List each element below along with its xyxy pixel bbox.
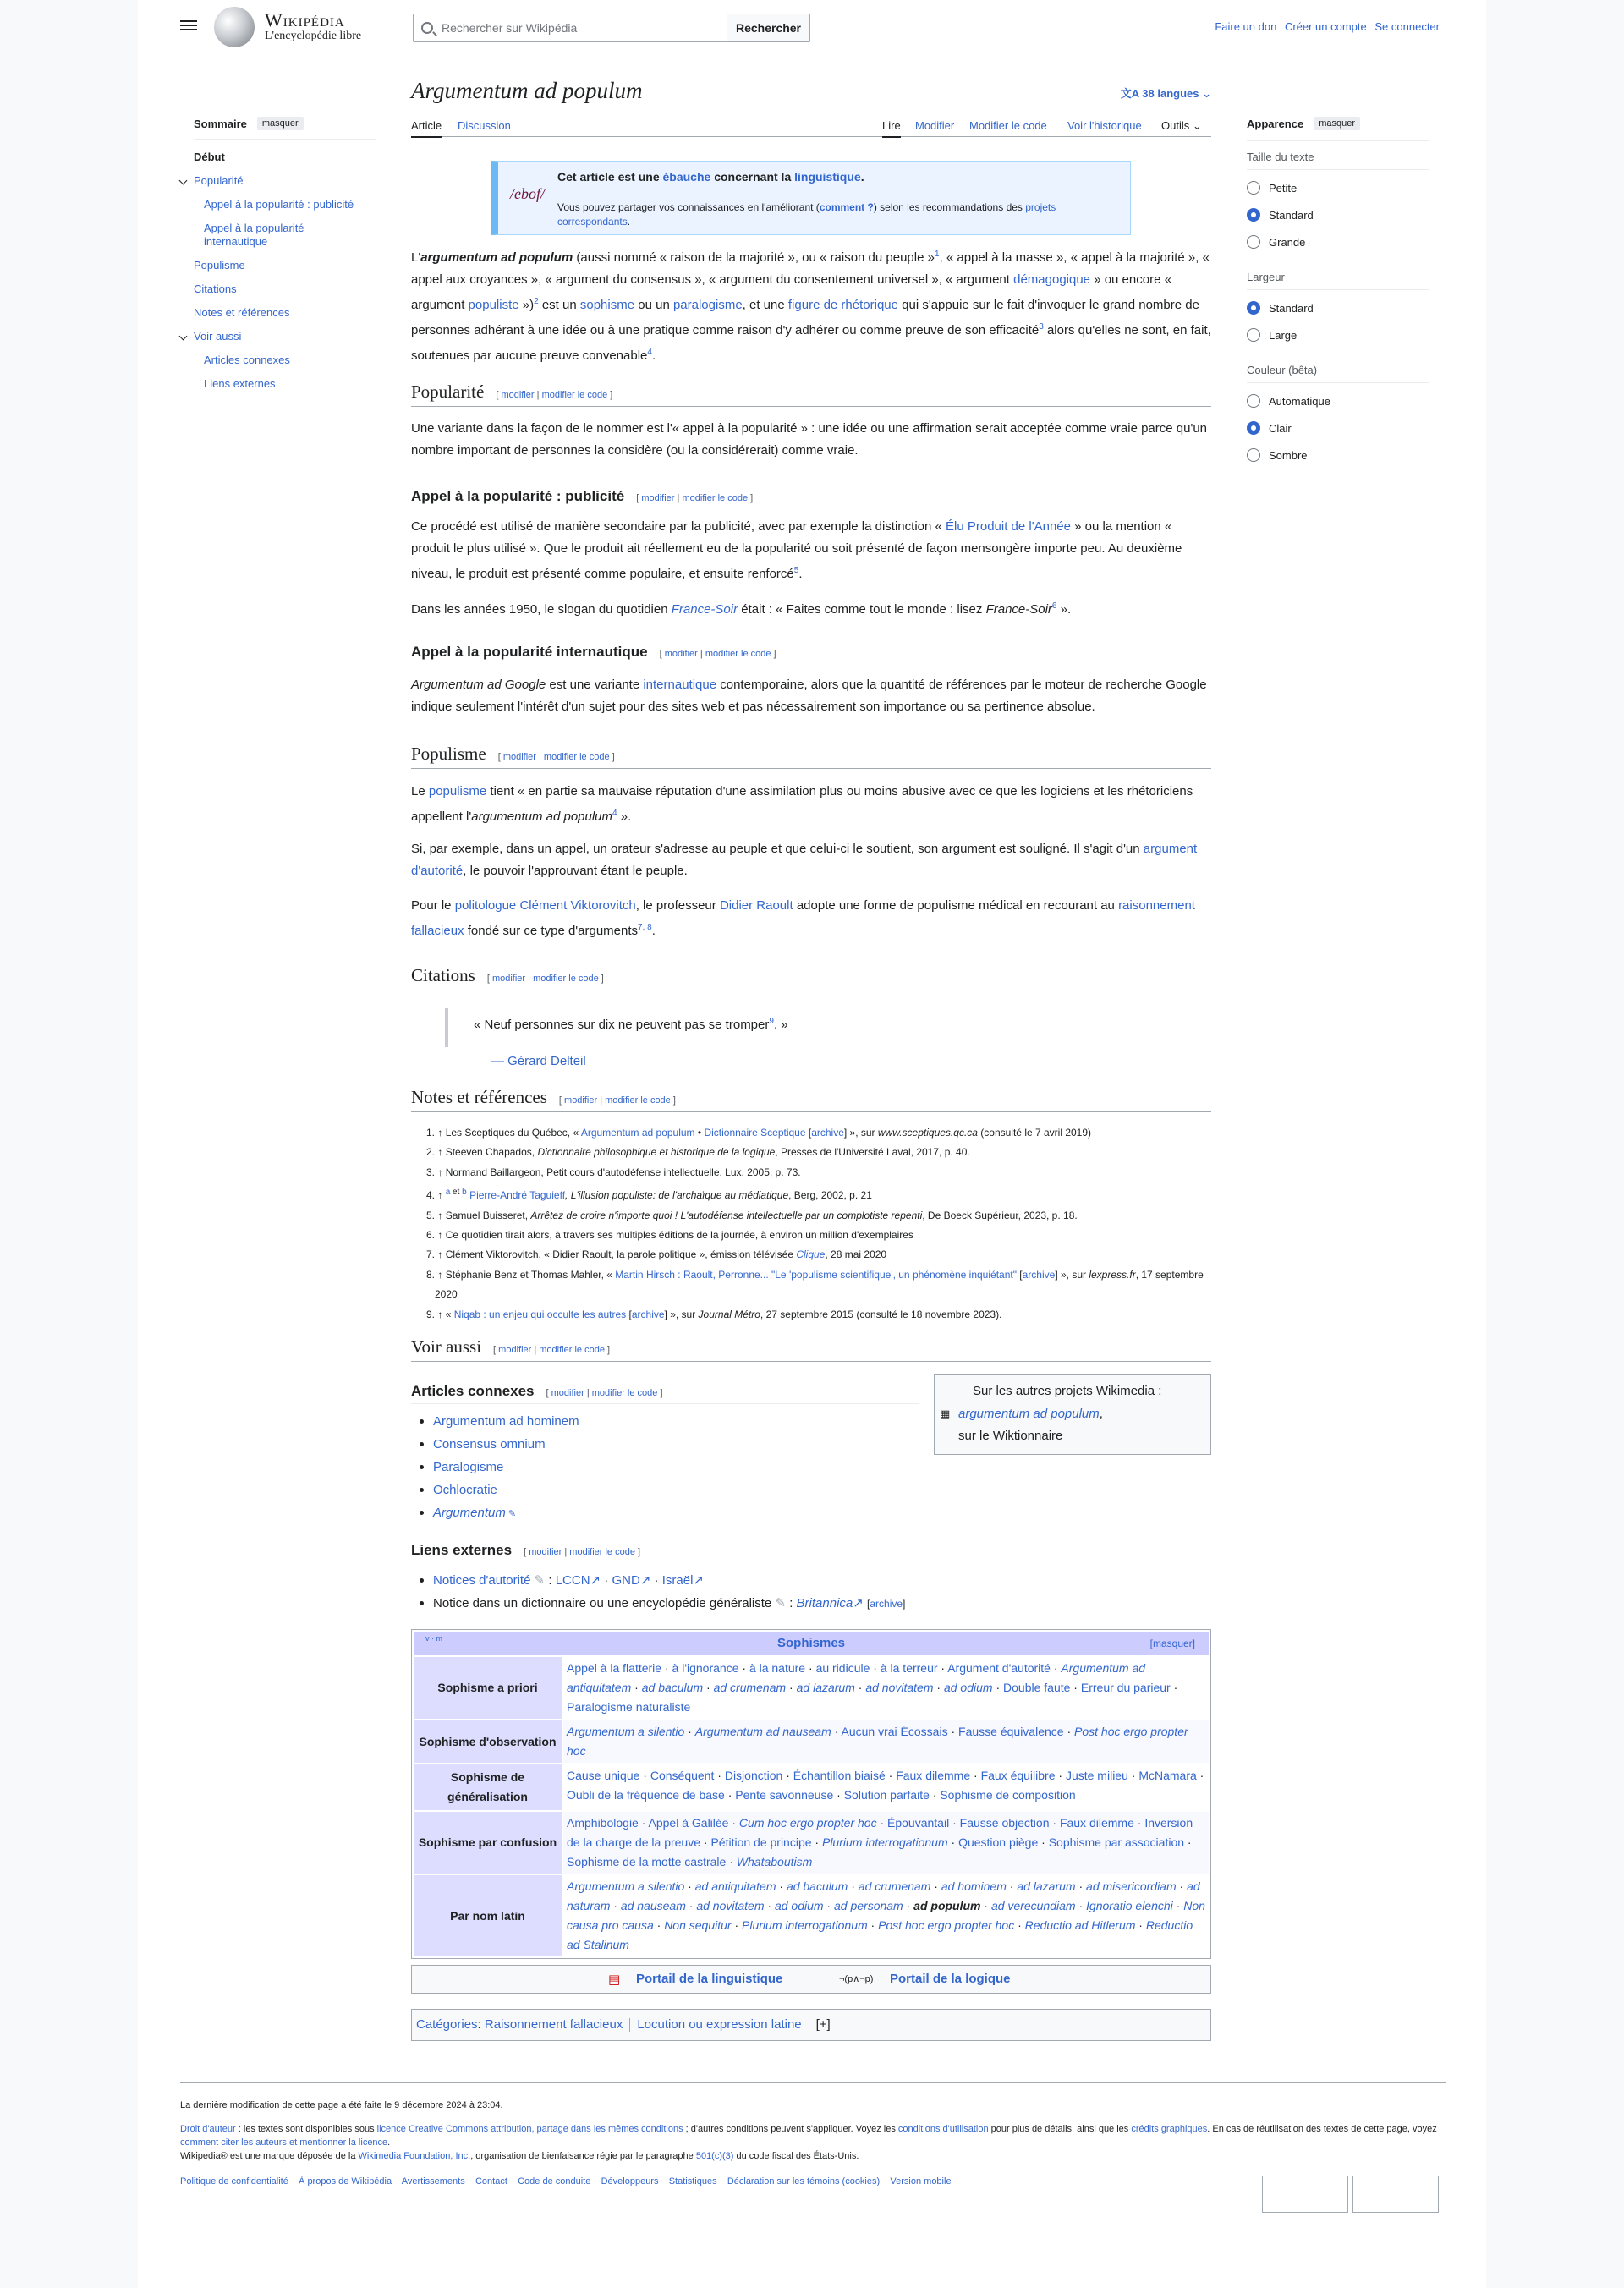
quote-author: — Gérard Delteil <box>491 1054 586 1068</box>
navbox-link[interactable]: Sophisme de composition <box>940 1788 1076 1802</box>
portal-bar <box>411 1965 1211 1994</box>
section-heading-popularite: Popularité [ modifier | modifier le code ] <box>411 381 1211 407</box>
navbox-link[interactable]: Oubli de la fréquence de base <box>567 1788 725 1802</box>
navbox-link[interactable]: ad misericordiam <box>1086 1879 1177 1893</box>
sophismes-navbox <box>411 1629 1211 1959</box>
reference-item: 6. ↑ Ce quotidien tirait alors, à travers ses multiples éditions de la journée, à environ un million d'exemplaires <box>426 1229 914 1242</box>
linguistics-portal-icon: ▤ <box>608 1973 621 1987</box>
navbox-link[interactable]: Argumentum ad antiquitatem <box>567 1661 1146 1694</box>
navbox-link[interactable]: Amphibologie <box>567 1816 639 1830</box>
navbox-link[interactable]: Non causa pro causa <box>567 1899 1205 1932</box>
navbox-link[interactable]: ad novitatem <box>865 1681 934 1694</box>
appearance-title: Apparence <box>1247 117 1304 130</box>
internautique-text: Argumentum ad Google est une variante internautique contemporaine, alors que la quantité de références par le moteur de recherche Google indique seulement l'intérêt d'un sujet pour des sites web et pas nécessairement son importance ou sa pertinence absolue. <box>411 678 1207 714</box>
categories-bar: Catégories: Raisonnement fallacieux Locution ou expression latine [+] <box>411 2009 1211 2041</box>
navbox-link[interactable]: ad verecundiam <box>990 1899 1076 1912</box>
navbox-link[interactable]: ad crumenam <box>713 1681 787 1694</box>
navbox-row <box>414 1764 1209 1810</box>
section-heading-publicite: Appel à la popularité : publicité [ modifier | modifier le code ] <box>411 488 754 504</box>
navbox-link[interactable]: ad nauseam <box>620 1899 686 1912</box>
navbox-link[interactable]: Fausse objection <box>959 1816 1050 1830</box>
page <box>138 0 1486 2288</box>
donate-link[interactable]: Faire un don <box>1215 20 1277 33</box>
navbox-link[interactable]: Paralogisme naturaliste <box>567 1700 691 1714</box>
tab-modifier[interactable]: Modifier <box>915 119 955 132</box>
footer-links <box>180 2175 1446 2188</box>
sister-where: sur le Wiktionnaire <box>958 1429 1063 1443</box>
login-link[interactable]: Se connecter <box>1374 20 1440 33</box>
toc-item-internautique[interactable]: Appel à la popularité internautique <box>204 222 304 248</box>
appearance-header <box>1247 117 1429 130</box>
navbox-link[interactable]: Cause unique <box>567 1769 640 1782</box>
chevron-down-icon: ⌄ <box>1189 119 1202 132</box>
navbox-link[interactable]: Sophisme de la motte castrale <box>567 1855 727 1868</box>
navbox-link[interactable]: Ignoratio elenchi <box>1086 1899 1173 1912</box>
navbox-link[interactable]: au ridicule <box>815 1661 870 1675</box>
navbox-row <box>414 1657 1209 1719</box>
radio-clair[interactable]: Clair <box>1247 421 1292 435</box>
reference-item: 4. ↑ $^a$ $^{et}$ $^b$ Pierre-André Taguieff, L'illusion populiste: de l'archaïque au médiatique, Berg, 2002, p. 21 <box>426 1188 872 1202</box>
toc-item-populisme[interactable]: Populisme <box>194 259 245 272</box>
navbox-link[interactable]: ad antiquitatem <box>694 1879 776 1893</box>
navbox-link[interactable]: McNamara <box>1138 1769 1197 1782</box>
tab-article[interactable]: Article <box>411 119 442 138</box>
toc-item-notes[interactable]: Notes et références <box>194 306 290 319</box>
navbox-link[interactable]: Reductio ad Stalinum <box>567 1918 1193 1951</box>
navbox-link[interactable]: ad lazarum <box>796 1681 855 1694</box>
section-heading-internautique: Appel à la popularité internautique [ modifier | modifier le code ] <box>411 644 776 660</box>
navbox-link[interactable]: Échantillon biaisé <box>793 1769 886 1782</box>
navbox-link[interactable]: Argumentum ad nauseam <box>694 1725 831 1738</box>
logic-portal-icon: ¬(p∧¬p) <box>839 1974 874 1984</box>
navbox-link[interactable]: Conséquent <box>650 1769 715 1782</box>
navbox-title[interactable]: Sophismes <box>776 1636 846 1650</box>
footer-link[interactable]: Avertissements <box>401 2176 465 2186</box>
chevron-down-icon[interactable] <box>179 177 188 185</box>
section-heading-notes: Notes et références [ modifier | modifier le code ] <box>411 1087 1211 1112</box>
toc-hide-button[interactable]: masquer <box>257 117 304 130</box>
navbox-link[interactable]: Erreur du parieur <box>1080 1681 1171 1694</box>
navbox-link[interactable]: Double faute <box>1003 1681 1071 1694</box>
radio-large[interactable]: Large <box>1247 328 1297 342</box>
navbox-link[interactable]: Question piège <box>958 1835 1039 1849</box>
list-item[interactable]: Consensus omnium <box>411 1433 1211 1456</box>
navbox-group-label: Par nom latin <box>414 1875 562 1956</box>
navbox-row <box>414 1812 1209 1874</box>
navbox-list: Argumentum a silentio · Argumentum ad nauseam · Aucun vrai Écossais · Fausse équivalence · Post hoc ergo propter hoc <box>563 1720 1209 1763</box>
navbox-link[interactable]: Reductio ad Hitlerum <box>1024 1918 1136 1932</box>
list-item[interactable]: Argumentum ✎ <box>411 1501 1211 1526</box>
navbox-link[interactable]: Post hoc ergo propter hoc <box>567 1725 1188 1758</box>
categories-label[interactable]: Catégories <box>416 2017 478 2032</box>
navbox-link[interactable]: Appel à Galilée <box>648 1816 729 1830</box>
page-tabs <box>411 110 1211 137</box>
toc-item-popularite[interactable]: Popularité <box>194 174 376 188</box>
navbox-link[interactable]: ad hominem <box>941 1879 1007 1893</box>
navbox-header <box>414 1632 1209 1655</box>
license-text: Droit d'auteur : les textes sont disponibles sous licence Creative Commons attribution, partage dans les mêmes conditions ; d'autres conditions peuvent s'appliquer. Voyez les conditions d'utilisation pour plus de détails, ainsi que les crédits graphiques. En cas de réutilisation des textes de cette page, voyez comment citer les auteurs et mentionner la licence. <box>180 2124 1437 2148</box>
stub-title: Cet article est une ébauche concernant la linguistique. <box>557 170 864 184</box>
footer-link[interactable]: Version mobile <box>890 2176 952 2186</box>
category-link[interactable]: Locution ou expression latine <box>637 2017 802 2032</box>
list-item[interactable]: Paralogisme <box>411 1456 1211 1479</box>
portal-logique-link[interactable]: Portail de la logique <box>890 1972 1011 1986</box>
toc-item-citations[interactable]: Citations <box>194 283 237 295</box>
mediawiki-badge[interactable] <box>1352 2176 1439 2213</box>
wikipedia-globe-logo[interactable] <box>214 7 255 47</box>
navbox-vte[interactable]: v · m <box>425 1634 442 1643</box>
navbox-list: Appel à la flatterie · à l'ignorance · à la nature · au ridicule · à la terreur · Argument d'autorité · Argumentum ad antiquitatem · ad baculum · ad crumenam · ad lazarum · ad novitatem · ad odium · Double faute · Erreur du parieur · Paralogisme naturaliste <box>567 1661 1178 1714</box>
navbox-link[interactable]: Post hoc ergo propter hoc <box>878 1918 1015 1932</box>
tab-lire[interactable]: Lire <box>882 119 901 138</box>
footer-link[interactable]: Code de conduite <box>518 2176 591 2186</box>
list-item: Notices d'autorité ✎ : LCCN↗ · GND↗ · Israël↗ <box>411 1569 1211 1592</box>
sister-title: Sur les autres projets Wikimedia : <box>973 1384 1162 1398</box>
navbox-group-label: Sophisme par confusion <box>414 1812 562 1874</box>
navbox-link[interactable]: Argumentum a silentio <box>567 1879 685 1893</box>
populisme-p3: Pour le politologue Clément Viktorovitch, le professeur Didier Raoult adopte une forme de populisme médical en recourant au raisonnement fallacieux fondé sur ce type d'arguments$^{7, 8}$. <box>411 898 1195 938</box>
category-link[interactable]: Raisonnement fallacieux <box>484 2017 623 2032</box>
navbox-link[interactable]: Argument d'autorité <box>947 1661 1051 1675</box>
navbox-link[interactable]: ad baculum <box>641 1681 704 1694</box>
sister-projects-box: Sur les autres projets Wikimedia : ▦ argumentum ad populum, sur le Wiktionnaire <box>934 1374 1211 1455</box>
footer-link[interactable]: Développeurs <box>601 2176 659 2186</box>
toc-header <box>194 117 376 140</box>
page-title: Argumentum ad populum <box>411 78 643 103</box>
intro-paragraph: L'argumentum ad populum (aussi nommé « raison de la majorité », ou « raison du peuple »$^1$, « appel à la masse », « appel à la majorité », « appel aux croyances », « argument du consensus », « argument du consentement universel », « argument démagogique » ou encore « argument populiste »)$^2$ est un sophisme ou un paralogisme, et une figure de rhétorique qui s'appuie sur le fait d'invoquer le grand nombre de personnes adhérant à une idée ou à une pratique comme raison d'y adhérer ou comme preuve de son efficacité$^3$ alors qu'elles ne sont, en fait, soutenues par aucune preuve convenable$^4$. <box>411 250 1211 363</box>
navbox-link[interactable]: Argumentum a silentio <box>567 1725 685 1738</box>
tab-historique[interactable]: Voir l'historique <box>1067 119 1142 132</box>
translate-icon: 文A <box>1120 87 1143 100</box>
reference-item: 7. ↑ Clément Viktorovitch, « Didier Raoult, la parole politique », émission télévisée Clique, 28 mai 2020 <box>426 1248 887 1261</box>
navbox-row <box>414 1875 1209 1956</box>
navbox-link[interactable]: Faux dilemme <box>896 1769 971 1782</box>
tab-outils[interactable]: Outils ⌄ <box>1161 119 1202 132</box>
create-account-link[interactable]: Créer un compte <box>1284 20 1367 33</box>
footer-link[interactable]: Contact <box>475 2176 508 2186</box>
popularite-text: Une variante dans la façon de le nommer est l'« appel à la popularité » : une idée ou une affirmation serait acceptée comme vraie parce qu'un nombre important de personnes la considère (ou la considérerait) comme vraie. <box>411 421 1208 458</box>
chevron-down-icon[interactable] <box>179 332 188 341</box>
toc-title: Sommaire <box>194 117 247 130</box>
toc-item-debut[interactable]: Début <box>194 151 225 163</box>
search-button[interactable]: Rechercher <box>727 14 810 42</box>
navbox-link[interactable]: Appel à la flatterie <box>567 1661 662 1675</box>
footer-link[interactable]: Politique de confidentialité <box>180 2176 288 2186</box>
blockquote: « Neuf personnes sur dix ne peuvent pas se tromper$^9$. » <box>445 1008 1189 1047</box>
main-menu-icon[interactable] <box>180 18 197 35</box>
populisme-p2: Si, par exemple, dans un appel, un orateur s'adresse au peuple et que celui-ci le soutient, son argument est souligné. Il s'agit d'un argument d'autorité, le pouvoir l'approuvant étant le peuple. <box>411 842 1198 878</box>
radio-sombre[interactable]: Sombre <box>1247 448 1308 462</box>
reference-item: 5. ↑ Samuel Buisseret, Arrêtez de croire n'importe quoi ! L'autodéfense intellectuelle par un complotiste repenti, De Boeck Supérieur, 2023, p. 18. <box>426 1209 1078 1221</box>
populisme-p1: Le populisme tient « en partie sa mauvaise réputation d'une assimilation plus ou moins abusive avec ce que les logiciens et les rhétoriciens appellent l'argumentum ad populum$^4$ ». <box>411 784 1193 824</box>
navbox-link[interactable]: Inversion de la charge de la preuve <box>567 1816 1193 1849</box>
wordmark-tagline: L'encyclopédie libre <box>265 30 362 42</box>
navbox-hide[interactable]: [masquer] <box>1149 1638 1195 1649</box>
radio-grande[interactable]: Grande <box>1247 235 1305 249</box>
reference-item: 2. ↑ Steeven Chapados, Dictionnaire philosophique et historique de la logique, Presses de l'Université Laval, 2017, p. 40. <box>426 1146 970 1159</box>
navbox-link[interactable]: ad naturam <box>567 1879 1200 1912</box>
navbox-link[interactable]: Whataboutism <box>736 1855 813 1868</box>
toc-item-voir-aussi[interactable]: Voir aussi <box>194 330 376 343</box>
navbox-link[interactable]: Plurium interrogationum <box>821 1835 948 1849</box>
navbox-link[interactable]: Faux dilemme <box>1059 1816 1134 1830</box>
appearance-hide-button[interactable]: masquer <box>1314 117 1360 130</box>
footer-link[interactable]: À propos de Wikipédia <box>299 2176 392 2186</box>
navbox-link[interactable]: Solution parfaite <box>843 1788 930 1802</box>
section-heading-externes: Liens externes [ modifier | modifier le code ] <box>411 1542 641 1558</box>
wikimedia-badge[interactable] <box>1262 2176 1348 2213</box>
navbox-list: Argumentum a silentio · ad antiquitatem · ad baculum · ad crumenam · ad hominem · ad lazarum · ad misericordiam · ad naturam · ad nauseam · ad novitatem · ad odium · ad personam · ad populum · ad verecundiam · Ignoratio elenchi · Non causa pro causa · Non sequitur · Plurium interrogationum · Post hoc ergo propter hoc · Reductio ad Hitlerum · Reductio ad Stalinum <box>567 1879 1205 1951</box>
wordmark-title: Wikipédia <box>265 9 345 30</box>
trademark-text: Wikipedia® est une marque déposée de la Wikimedia Foundation, Inc., organisation de bienfaisance régie par le paragraphe 501(c)(3) du code fiscal des États-Unis. <box>180 2151 859 2161</box>
navbox-link[interactable]: ad personam <box>834 1899 903 1912</box>
publicite-p1: Ce procédé est utilisé de manière secondaire par la publicité, avec par exemple la distinction « Élu Produit de l'Année » ou la mention « produit le plus utilisé ». Que le produit ait réellement eu de la popularité ou soit présenté de façon mensongère importe peu. Au deuxième niveau, le produit est présenté comme populaire, et ensuite renforcé$^5$. <box>411 519 1182 581</box>
color-label: Couleur (bêta) <box>1247 364 1318 376</box>
languages-button[interactable]: 文A 38 langues ⌄ <box>1120 87 1211 100</box>
references-list <box>411 1123 1211 1325</box>
tab-discussion[interactable]: Discussion <box>458 119 511 132</box>
navbox-link[interactable]: ad odium <box>943 1681 993 1694</box>
navbox-link[interactable]: à la nature <box>749 1661 806 1675</box>
navbox-link[interactable]: ad novitatem <box>696 1899 765 1912</box>
navbox-link[interactable]: ad lazarum <box>1017 1879 1076 1893</box>
navbox-link[interactable]: Plurium interrogationum <box>742 1918 868 1932</box>
wiktionary-link[interactable]: argumentum ad populum <box>958 1407 1100 1421</box>
section-heading-connexes: Articles connexes [ modifier | modifier le code ] <box>411 1383 919 1404</box>
radio-petite[interactable]: Petite <box>1247 181 1297 195</box>
navbox-link[interactable]: Disjonction <box>724 1769 783 1782</box>
user-links <box>1210 20 1440 33</box>
footer-link[interactable]: Déclaration sur les témoins (cookies) <box>727 2176 881 2186</box>
navbox-link[interactable]: Pétition de principe <box>710 1835 812 1849</box>
reference-item: 3. ↑ Normand Baillargeon, Petit cours d'autodéfense intellectuelle, Lux, 2005, p. 73. <box>426 1166 801 1178</box>
stub-notice <box>491 161 1131 235</box>
site-header <box>138 0 1486 54</box>
navbox-link[interactable]: Fausse équivalence <box>958 1725 1064 1738</box>
navbox-link[interactable]: ad crumenam <box>858 1879 931 1893</box>
navbox-group-label: Sophisme a priori <box>414 1657 562 1719</box>
external-links-list <box>411 1569 1211 1616</box>
list-item[interactable]: Argumentum ad hominem <box>411 1410 1211 1433</box>
navbox-link[interactable]: Juste milieu <box>1065 1769 1128 1782</box>
stub-text: Vous pouvez partager vos connaissances en l'améliorant (comment ?) selon les recommandations des projets correspondants. <box>557 201 1056 228</box>
radio-standard-text[interactable]: Standard <box>1247 208 1314 222</box>
table-of-contents <box>194 117 376 390</box>
navbox-link[interactable]: ad odium <box>774 1899 824 1912</box>
navbox-link[interactable]: ad baculum <box>786 1879 848 1893</box>
navbox-link[interactable]: Épouvantail <box>887 1816 950 1830</box>
wordmark[interactable] <box>265 9 361 43</box>
section-heading-voir-aussi: Voir aussi [ modifier | modifier le code ] <box>411 1336 1211 1362</box>
section-heading-citations: Citations [ modifier | modifier le code ] <box>411 965 1211 990</box>
footer-link[interactable]: Statistiques <box>668 2176 717 2186</box>
search-placeholder: Rechercher sur Wikipédia <box>442 21 578 35</box>
portal-linguistique-link[interactable]: Portail de la linguistique <box>636 1972 783 1986</box>
page-footer <box>180 2082 1446 2188</box>
navbox-link: ad populum <box>914 1899 981 1912</box>
radio-automatique[interactable]: Automatique <box>1247 394 1330 408</box>
navbox-group-label: Sophisme de généralisation <box>414 1764 562 1810</box>
chevron-down-icon: ⌄ <box>1199 87 1211 100</box>
reference-item: 9. ↑ « Niqab : un enjeu qui occulte les autres [archive] », sur Journal Métro, 27 septembre 2015 (consulté le 18 novembre 2023). <box>426 1308 1002 1320</box>
reference-item: 1. ↑ Les Sceptiques du Québec, « Argumentum ad populum • Dictionnaire Sceptique [archive] », sur www.sceptiques.qc.ca (consulté le 7 avril 2019) <box>426 1127 1092 1139</box>
reference-item: 8. ↑ Stéphanie Benz et Thomas Mahler, « Martin Hirsch : Raoult, Perronne... "Le 'populisme scientifique', un phénomène inquiétant" [archive] », sur lexpress.fr, 17 septembre 2020 <box>426 1268 1204 1301</box>
navbox-list: Amphibologie · Appel à Galilée · Cum hoc ergo propter hoc · Épouvantail · Fausse objection · Faux dilemme · Inversion de la charge de la preuve · Pétition de principe · Plurium interrogationum · Question piège · Sophisme par association · Sophisme de la motte castrale · Whataboutism <box>563 1812 1209 1874</box>
text-size-label: Taille du texte <box>1247 151 1314 163</box>
last-modified: La dernière modification de cette page a été faite le 9 décembre 2024 à 23:04. <box>180 2100 503 2110</box>
appearance-panel <box>1247 117 1429 462</box>
tab-modifier-code[interactable]: Modifier le code <box>969 119 1047 132</box>
categories-expand[interactable]: [+] <box>815 2017 831 2032</box>
navbox-link[interactable]: Aucun vrai Écossais <box>841 1725 948 1738</box>
publicite-p2: Dans les années 1950, le slogan du quotidien France-Soir était : « Faites comme tout le monde : lisez France-Soir$^6$ ». <box>411 601 1072 617</box>
wiktionary-icon: ✎ <box>505 1509 517 1519</box>
navbox-link[interactable]: à l'ignorance <box>672 1661 739 1675</box>
navbox-link[interactable]: Sophisme par association <box>1048 1835 1185 1849</box>
navbox-link[interactable]: Pente savonneuse <box>735 1788 834 1802</box>
radio-standard-width[interactable]: Standard <box>1247 301 1314 315</box>
wiktionary-icon: ▦ <box>940 1407 951 1420</box>
search-icon <box>421 22 433 34</box>
search-input[interactable] <box>413 14 727 42</box>
navbox-link[interactable]: à la terreur <box>880 1661 938 1675</box>
navbox-list: Cause unique · Conséquent · Disjonction · Échantillon biaisé · Faux dilemme · Faux équilibre · Juste milieu · McNamara · Oubli de la fréquence de base · Pente savonneuse · Solution parfaite · Sophisme de composition <box>567 1769 1204 1802</box>
list-item: Notice dans un dictionnaire ou une encyclopédie généraliste ✎ : Britannica↗ [archive] <box>411 1592 1211 1616</box>
toc-item-publicite[interactable]: Appel à la popularité : publicité <box>204 198 354 211</box>
section-heading-populisme: Populisme [ modifier | modifier le code ] <box>411 743 1211 769</box>
navbox-link[interactable]: Cum hoc ergo propter hoc <box>738 1816 877 1830</box>
toc-item-externes[interactable]: Liens externes <box>204 377 276 390</box>
toc-item-connexes[interactable]: Articles connexes <box>204 354 290 366</box>
navbox-group-label: Sophisme d'observation <box>414 1720 562 1763</box>
navbox-row <box>414 1720 1209 1763</box>
navbox-link[interactable]: Faux équilibre <box>980 1769 1056 1782</box>
navbox-link[interactable]: Non sequitur <box>664 1918 732 1932</box>
linguistics-icon: /ebof/ <box>510 185 545 202</box>
width-label: Largeur <box>1247 271 1285 283</box>
list-item[interactable]: Ochlocratie <box>411 1479 1211 1501</box>
